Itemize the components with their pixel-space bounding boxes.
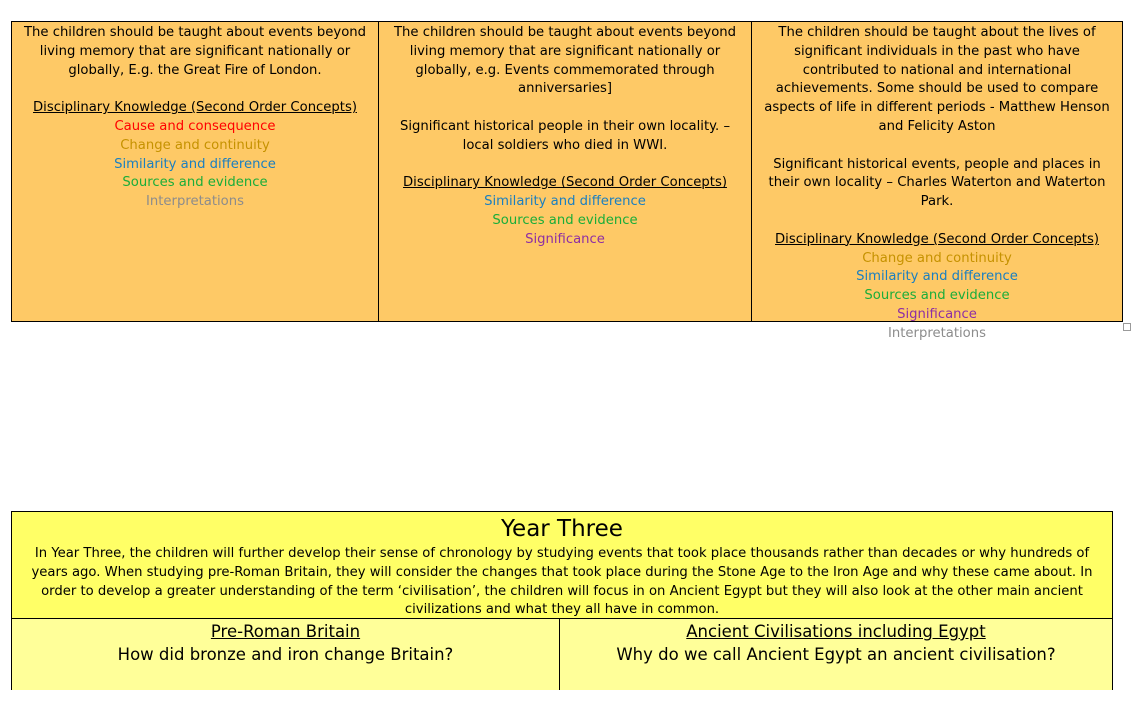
column-intro-line2: anniversaries] (518, 81, 612, 97)
year-three-title: Year Three (501, 516, 623, 542)
disciplinary-heading: Disciplinary Knowledge (Second Order Concepts) (775, 231, 1099, 247)
concept-interpretations: Interpretations (888, 325, 986, 341)
year-three-topics-row (12, 619, 1112, 690)
curriculum-table-top (11, 21, 1123, 341)
topic-question: How did bronze and iron change Britain? (117, 645, 454, 664)
concept-interpretations: Interpretations (146, 194, 244, 210)
concept-significance: Significance (525, 231, 605, 247)
concept-similarity: Similarity and difference (856, 269, 1018, 285)
concept-change: Change and continuity (862, 250, 1012, 266)
topic-cell-pre-roman-britain (12, 619, 560, 690)
concept-significance: Significance (897, 306, 977, 322)
table-column-3 (752, 22, 1122, 341)
column-intro: The children should be taught about the lives of significant individuals in the past who have contributed to national and international achievements. Some should be used to compare aspects of life in different periods - Matthew Henson and Felicity Aston (764, 25, 1110, 134)
year-three-intro: In Year Three, the children will further develop their sense of chronology by studying events that took place thousands rather than decades or why hundreds of years ago. When studying pre-Roman Britain, they will consider the changes that took place during the Stone Age to the Iron Age and why these came about. In order to develop a greater understanding of the term ‘civilisation’, the children will focus in on Ancient Egypt but they will also look at the other main ancient civilizations and what they all have in common. (31, 546, 1093, 618)
year-three-header (12, 512, 1112, 619)
concept-sources: Sources and evidence (492, 212, 638, 228)
column-intro: The children should be taught about events beyond living memory that are significant nationally or globally, E.g. the Great Fire of London. (23, 25, 367, 78)
topic-cell-ancient-civilisations (560, 619, 1112, 690)
year-three-table (11, 511, 1113, 690)
disciplinary-heading: Disciplinary Knowledge (Second Order Concepts) (33, 100, 357, 116)
column-extra: Significant historical people in their own locality. – local soldiers who died in WWI. (399, 118, 731, 153)
concept-similarity: Similarity and difference (484, 194, 646, 210)
concept-sources: Sources and evidence (122, 175, 268, 191)
disciplinary-heading: Disciplinary Knowledge (Second Order Concepts) (403, 175, 727, 191)
column-intro: The children should be taught about events beyond living memory that are significant nationally or globally, e.g. Events commemorated through (393, 25, 737, 78)
concept-sources: Sources and evidence (864, 288, 1010, 304)
table-resize-handle[interactable] (1123, 323, 1131, 331)
table-column-2 (379, 22, 752, 321)
concept-cause: Cause and consequence (114, 118, 276, 134)
table-column-1 (12, 22, 379, 321)
concept-similarity: Similarity and difference (114, 156, 276, 172)
topic-question: Why do we call Ancient Egypt an ancient civilisation? (616, 645, 1056, 664)
topic-title: Ancient Civilisations including Egypt (686, 622, 986, 641)
topic-title: Pre-Roman Britain (210, 622, 361, 641)
column-extra: Significant historical events, people and places in their own locality – Charles Waterton and Waterton Park. (768, 156, 1106, 210)
concept-change: Change and continuity (120, 137, 270, 153)
